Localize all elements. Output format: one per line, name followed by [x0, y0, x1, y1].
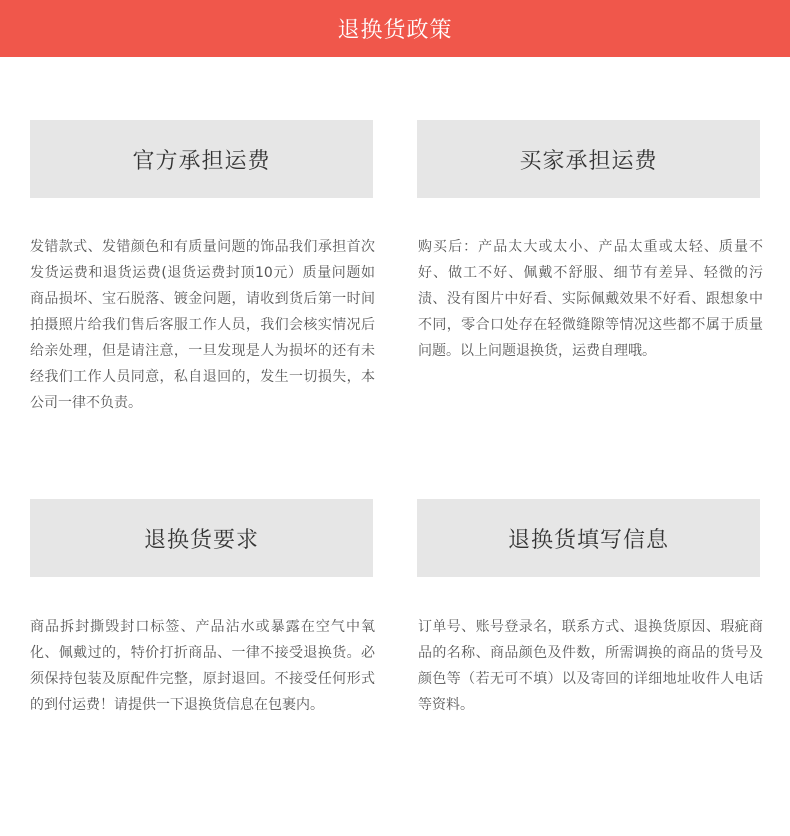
page-title: 退换货政策	[337, 18, 453, 43]
section-text-buyer-shipping: 购买后：产品太大或太小、产品太重或太轻、质量不好、做工不好、佩戴不舒服、细节有差异、轻微的污渍、没有图片中好看、实际佩戴效果不好看、跟想象中不同，零合口处存在轻微缝隙等情况这些都不属于质量问题。以上问题退换货，运费自理哦。	[418, 239, 763, 359]
section-text-return-requirements: 商品拆封撕毁封口标签、产品沾水或暴露在空气中氧化、佩戴过的，特价打折商品、一律不接受退换货。必须保持包装及原配件完整，原封退回。不接受任何形式的到付运费！请提供一下退换货信息在包裹内。	[30, 619, 375, 713]
section-text-official-shipping: 发错款式、发错颜色和有质量问题的饰品我们承担首次发货运费和退货运费(退货运费封顶10元）质量问题如商品损坏、宝石脱落、镀金问题，请收到货后第一时间拍摄照片给我们售后客服工作人员，我们会核实情况后给亲处理，但是请注意，一旦发现是人为损坏的还有未经我们工作人员同意，私自退回的，发生一切损失，本公司一律不负责。	[30, 239, 375, 411]
section-title: 买家承担运费	[519, 148, 658, 174]
section-text-return-info: 订单号、账号登录名，联系方式、退换货原因、瑕疵商品的名称、商品颜色及件数，所需调换的商品的货号及颜色等（若无可不填）以及寄回的详细地址收件人电话等资料。	[418, 619, 763, 713]
section-title: 官方承担运费	[132, 148, 271, 174]
section-heading-return-info	[417, 499, 760, 577]
section-title: 退换货填写信息	[507, 527, 669, 553]
section-heading-buyer-shipping	[417, 120, 760, 198]
policy-header-banner	[0, 0, 790, 57]
section-heading-return-requirements	[30, 499, 373, 577]
section-heading-official-shipping	[30, 120, 373, 198]
section-title: 退换货要求	[143, 527, 259, 553]
